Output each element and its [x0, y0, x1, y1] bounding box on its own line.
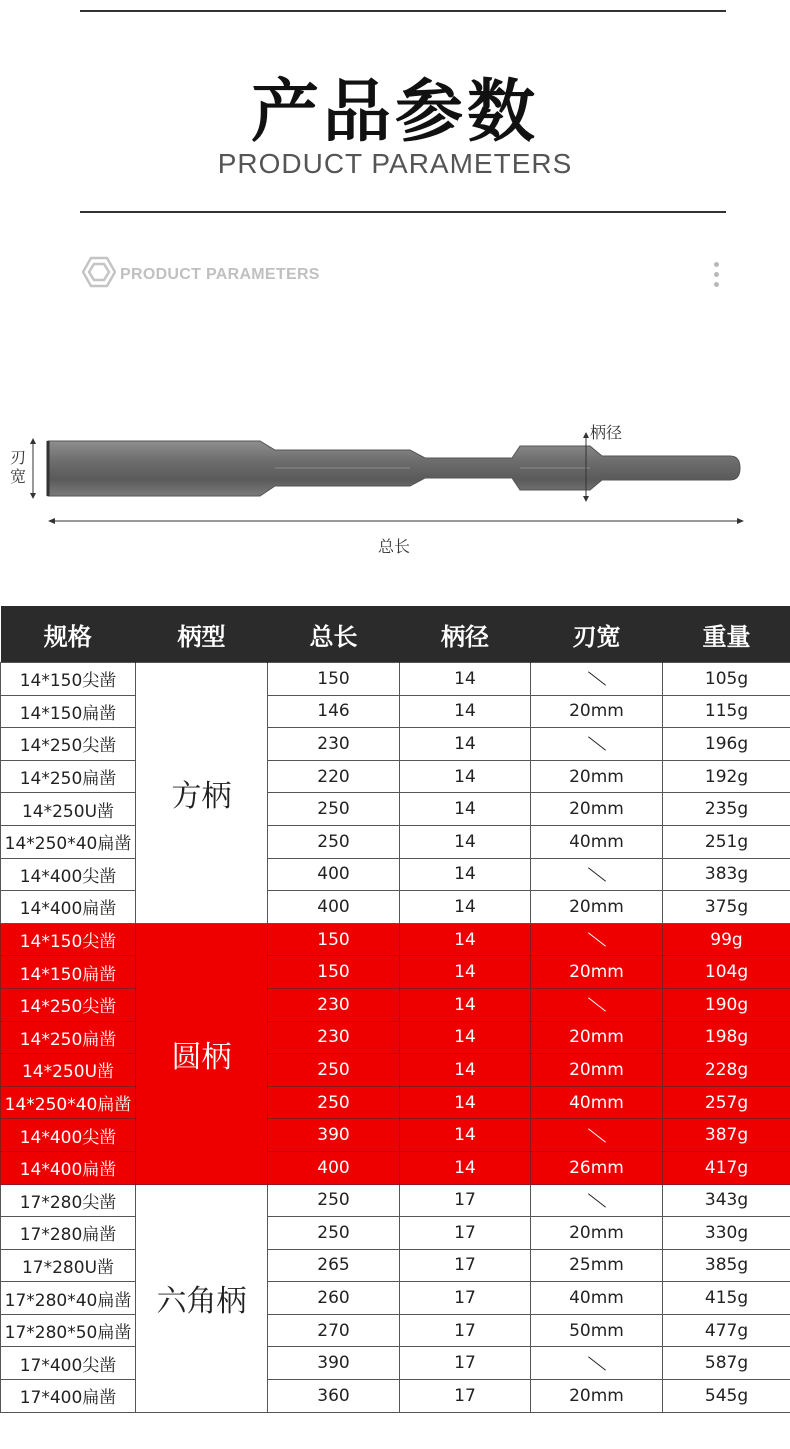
length-cell: 146 — [268, 695, 400, 728]
shank-cell: 14 — [400, 1086, 531, 1119]
weight-cell: 104g — [663, 956, 790, 989]
length-cell: 400 — [268, 858, 400, 891]
shank-cell: 14 — [400, 1151, 531, 1184]
vertical-dots-icon — [714, 262, 720, 286]
table-row — [1, 663, 790, 696]
shank-cell: 14 — [400, 891, 531, 924]
blade-cell: 20mm — [531, 1021, 663, 1054]
shank-cell: 14 — [400, 1021, 531, 1054]
shank-cell: 14 — [400, 956, 531, 989]
length-cell: 360 — [268, 1380, 400, 1413]
table-row — [1, 1249, 790, 1282]
spec-cell: 17*280扁凿 — [1, 1217, 136, 1250]
spec-cell: 14*400扁凿 — [1, 1151, 136, 1184]
blade-cell: 25mm — [531, 1249, 663, 1282]
weight-cell: 196g — [663, 728, 790, 761]
shank-cell: 14 — [400, 695, 531, 728]
table-row — [1, 728, 790, 761]
not-applicable-slash-icon — [588, 1128, 606, 1142]
blade-cell: 20mm — [531, 1380, 663, 1413]
spec-cell: 14*250扁凿 — [1, 1021, 136, 1054]
table-row — [1, 858, 790, 891]
table-row — [1, 923, 790, 956]
shank-cell: 17 — [400, 1184, 531, 1217]
spec-cell: 14*250U凿 — [1, 793, 136, 826]
blade-width-label: 刃宽 — [10, 448, 27, 486]
table-row — [1, 793, 790, 826]
length-cell: 150 — [268, 956, 400, 989]
table-row — [1, 695, 790, 728]
weight-cell: 343g — [663, 1184, 790, 1217]
weight-cell: 415g — [663, 1282, 790, 1315]
length-cell: 250 — [268, 793, 400, 826]
table-row — [1, 891, 790, 924]
blade-cell: 26mm — [531, 1151, 663, 1184]
blade-cell: 40mm — [531, 1086, 663, 1119]
table-body — [1, 663, 790, 1413]
spec-cell: 17*280*40扁凿 — [1, 1282, 136, 1315]
blade-cell — [531, 1119, 663, 1152]
blade-cell — [531, 923, 663, 956]
blade-cell — [531, 858, 663, 891]
table-row — [1, 1217, 790, 1250]
length-cell: 250 — [268, 825, 400, 858]
shank-cell: 14 — [400, 1054, 531, 1087]
table-row — [1, 1314, 790, 1347]
weight-cell: 387g — [663, 1119, 790, 1152]
weight-cell: 228g — [663, 1054, 790, 1087]
shank-cell: 14 — [400, 728, 531, 761]
table-row — [1, 1021, 790, 1054]
weight-cell: 330g — [663, 1217, 790, 1250]
weight-cell: 198g — [663, 1021, 790, 1054]
shank-cell: 14 — [400, 793, 531, 826]
length-cell: 270 — [268, 1314, 400, 1347]
spec-cell: 14*250*40扁凿 — [1, 825, 136, 858]
length-cell: 220 — [268, 760, 400, 793]
shank-cell: 14 — [400, 1119, 531, 1152]
spec-cell: 17*280*50扁凿 — [1, 1314, 136, 1347]
weight-cell: 417g — [663, 1151, 790, 1184]
col-header-blade: 刃宽 — [531, 606, 663, 663]
table-row — [1, 1151, 790, 1184]
shank-cell: 14 — [400, 663, 531, 696]
table-row — [1, 1054, 790, 1087]
not-applicable-slash-icon — [588, 737, 606, 751]
spec-cell: 14*150扁凿 — [1, 956, 136, 989]
length-cell: 150 — [268, 923, 400, 956]
spec-cell: 14*150扁凿 — [1, 695, 136, 728]
length-cell: 250 — [268, 1086, 400, 1119]
length-cell: 230 — [268, 988, 400, 1021]
blade-cell: 20mm — [531, 1217, 663, 1250]
spec-table — [0, 606, 790, 1413]
blade-cell — [531, 1184, 663, 1217]
blade-cell: 20mm — [531, 1054, 663, 1087]
top-divider — [80, 10, 726, 12]
handle-type-cell: 六角柄 — [136, 1184, 268, 1412]
length-cell: 250 — [268, 1217, 400, 1250]
spec-cell: 14*400扁凿 — [1, 891, 136, 924]
table-header-row — [1, 606, 790, 663]
col-header-length: 总长 — [268, 606, 400, 663]
blade-cell — [531, 988, 663, 1021]
weight-cell: 545g — [663, 1380, 790, 1413]
shank-cell: 17 — [400, 1380, 531, 1413]
shank-cell: 17 — [400, 1347, 531, 1380]
not-applicable-slash-icon — [588, 998, 606, 1012]
table-row — [1, 1282, 790, 1315]
spec-cell: 14*250扁凿 — [1, 760, 136, 793]
shank-cell: 14 — [400, 825, 531, 858]
col-header-type: 柄型 — [136, 606, 268, 663]
table-row — [1, 1184, 790, 1217]
total-length-label: 总长 — [378, 537, 411, 556]
shank-cell: 14 — [400, 988, 531, 1021]
table-row — [1, 1086, 790, 1119]
spec-cell: 14*150尖凿 — [1, 663, 136, 696]
weight-cell: 477g — [663, 1314, 790, 1347]
spec-cell: 17*280U凿 — [1, 1249, 136, 1282]
not-applicable-slash-icon — [588, 867, 606, 881]
section-label: PRODUCT PARAMETERS — [120, 266, 320, 283]
table-row — [1, 1380, 790, 1413]
page-subtitle: PRODUCT PARAMETERS — [217, 148, 573, 179]
not-applicable-slash-icon — [588, 672, 606, 686]
col-header-shank: 柄径 — [400, 606, 531, 663]
not-applicable-slash-icon — [588, 932, 606, 946]
page-title: 产品参数 — [250, 73, 539, 152]
length-cell: 390 — [268, 1119, 400, 1152]
table-row — [1, 760, 790, 793]
blade-cell: 40mm — [531, 1282, 663, 1315]
spec-cell: 17*400扁凿 — [1, 1380, 136, 1413]
col-header-weight: 重量 — [663, 606, 790, 663]
length-cell: 390 — [268, 1347, 400, 1380]
spec-cell: 14*400尖凿 — [1, 858, 136, 891]
hexagon-icon — [82, 256, 116, 288]
length-cell: 230 — [268, 728, 400, 761]
table-row — [1, 1347, 790, 1380]
weight-cell: 192g — [663, 760, 790, 793]
blade-cell — [531, 1347, 663, 1380]
weight-cell: 105g — [663, 663, 790, 696]
weight-cell: 235g — [663, 793, 790, 826]
blade-cell: 40mm — [531, 825, 663, 858]
spec-cell: 14*250尖凿 — [1, 988, 136, 1021]
spec-cell: 14*250尖凿 — [1, 728, 136, 761]
title-divider — [80, 211, 726, 213]
length-cell: 260 — [268, 1282, 400, 1315]
length-cell: 400 — [268, 1151, 400, 1184]
handle-type-cell: 圆柄 — [136, 923, 268, 1184]
shank-cell: 17 — [400, 1314, 531, 1347]
spec-cell: 14*250U凿 — [1, 1054, 136, 1087]
table-row — [1, 988, 790, 1021]
not-applicable-slash-icon — [588, 1193, 606, 1207]
weight-cell: 375g — [663, 891, 790, 924]
table-row — [1, 1119, 790, 1152]
weight-cell: 257g — [663, 1086, 790, 1119]
length-cell: 230 — [268, 1021, 400, 1054]
shank-cell: 17 — [400, 1282, 531, 1315]
blade-cell — [531, 728, 663, 761]
weight-cell: 587g — [663, 1347, 790, 1380]
weight-cell: 251g — [663, 825, 790, 858]
shank-cell: 14 — [400, 858, 531, 891]
shank-diameter-label: 柄径 — [590, 423, 623, 442]
blade-cell: 20mm — [531, 695, 663, 728]
shank-cell: 14 — [400, 760, 531, 793]
not-applicable-slash-icon — [588, 1356, 606, 1370]
length-cell: 400 — [268, 891, 400, 924]
blade-cell: 20mm — [531, 760, 663, 793]
length-cell: 250 — [268, 1054, 400, 1087]
spec-cell: 17*400尖凿 — [1, 1347, 136, 1380]
blade-cell: 20mm — [531, 891, 663, 924]
weight-cell: 99g — [663, 923, 790, 956]
blade-cell — [531, 663, 663, 696]
shank-cell: 17 — [400, 1217, 531, 1250]
weight-cell: 383g — [663, 858, 790, 891]
table-row — [1, 956, 790, 989]
weight-cell: 190g — [663, 988, 790, 1021]
shank-cell: 14 — [400, 923, 531, 956]
shank-cell: 17 — [400, 1249, 531, 1282]
spec-cell: 14*400尖凿 — [1, 1119, 136, 1152]
weight-cell: 115g — [663, 695, 790, 728]
weight-cell: 385g — [663, 1249, 790, 1282]
length-cell: 265 — [268, 1249, 400, 1282]
table-row — [1, 825, 790, 858]
length-cell: 250 — [268, 1184, 400, 1217]
length-cell: 150 — [268, 663, 400, 696]
section-header — [82, 254, 726, 290]
spec-cell: 14*150尖凿 — [1, 923, 136, 956]
spec-cell: 14*250*40扁凿 — [1, 1086, 136, 1119]
handle-type-cell: 方柄 — [136, 663, 268, 924]
blade-cell: 50mm — [531, 1314, 663, 1347]
blade-cell: 20mm — [531, 793, 663, 826]
spec-cell: 17*280尖凿 — [1, 1184, 136, 1217]
blade-cell: 20mm — [531, 956, 663, 989]
chisel-diagram — [0, 410, 790, 560]
col-header-spec: 规格 — [1, 606, 136, 663]
